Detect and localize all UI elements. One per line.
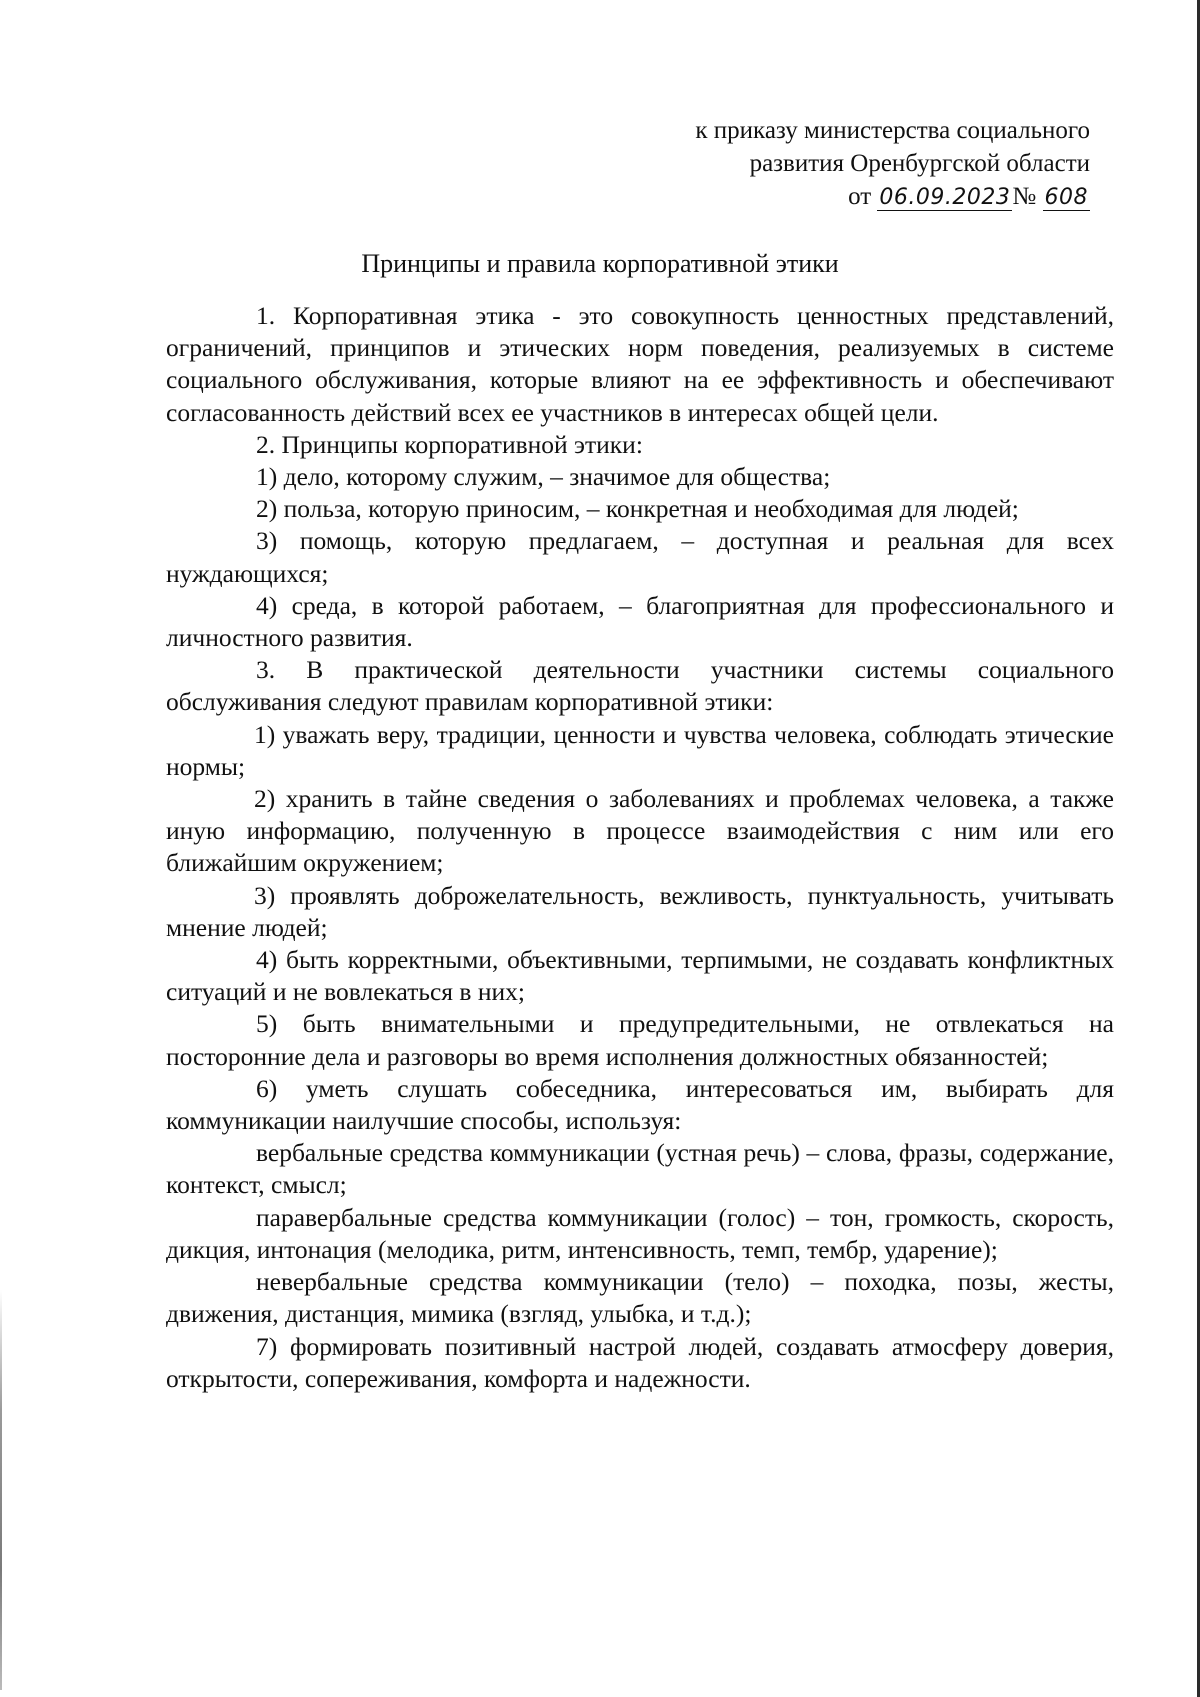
header-line: к приказу министерства социального [695, 117, 1090, 144]
list-item: 3) помощь, которую предлагаем, – доступная и реальная для всех нуждающихся; [166, 526, 1114, 588]
header-line: развития Оренбургской области [749, 150, 1090, 177]
sub-list-item: паравербальные средства коммуникации (голос) – тон, громкость, скорость, дикция, интонация (мелодика, ритм, интенсивность, темп, тембр, ударение); [166, 1202, 1114, 1264]
list-item: 7) формировать позитивный настрой людей, создавать атмосферу доверия, открытости, сопереживания, комфорта и надежности. [166, 1331, 1114, 1393]
list-item: 2) польза, которую приносим, – конкретная и необходимая для людей; [256, 494, 1019, 524]
date-prefix: от [848, 183, 872, 210]
document-body [166, 300, 1114, 1395]
paragraph: 3. В практической деятельности участники системы социального обслуживания следуют правилам корпоративной этики: [166, 655, 1114, 717]
list-item: 6) уметь слушать собеседника, интересоваться им, выбирать для коммуникации наилучшие способы, используя: [166, 1073, 1114, 1136]
paragraph: 1. Корпоративная этика - это совокупность ценностных представлений, ограничений, принципов и этических норм поведения, реализуемых в системе социального обслуживания, которые влияют на ее эффективность и обеспечивают согласованность действий всех ее участников в интересах общей цели. [166, 301, 1114, 427]
list-item: 4) быть корректными, объективными, терпимыми, не создавать конфликтных ситуаций и не вовлекаться в них; [166, 945, 1114, 1007]
document-title: Принципы и правила корпоративной этики [361, 249, 839, 278]
number-sign: № [1012, 183, 1037, 210]
list-item: 1) уважать веру, традиции, ценности и чувства человека, соблюдать этические нормы; [166, 719, 1114, 781]
order-date-line [530, 180, 1090, 214]
order-reference-header [530, 114, 1090, 214]
paragraph: 2. Принципы корпоративной этики: [256, 429, 643, 459]
sub-list-item: невербальные средства коммуникации (тело) – походка, позы, жесты, движения, дистанция, мимика (взгляд, улыбка, и т.д.); [166, 1267, 1114, 1329]
handwritten-date: 06.09.2023 [879, 185, 1011, 210]
list-item: 1) дело, которому служим, – значимое для общества; [256, 462, 831, 492]
handwritten-order-number: 608 [1044, 185, 1088, 210]
list-item: 2) хранить в тайне сведения о заболеваниях и проблемах человека, а также иную информацию, полученную в процессе взаимодействия с ним или его ближайшим окружением; [166, 784, 1114, 878]
list-item: 5) быть внимательными и предупредительными, не отвлекаться на посторонние дела и разговоры во время исполнения должностных обязанностей; [166, 1009, 1114, 1071]
list-item: 3) проявлять доброжелательность, вежливость, пунктуальность, учитывать мнение людей; [166, 880, 1114, 942]
sub-list-item: вербальные средства коммуникации (устная речь) – слова, фразы, содержание, контекст, смысл; [166, 1138, 1114, 1200]
scan-edge [0, 1290, 2, 1690]
list-item: 4) среда, в которой работаем, – благоприятная для профессионального и личностного развития. [166, 590, 1114, 653]
